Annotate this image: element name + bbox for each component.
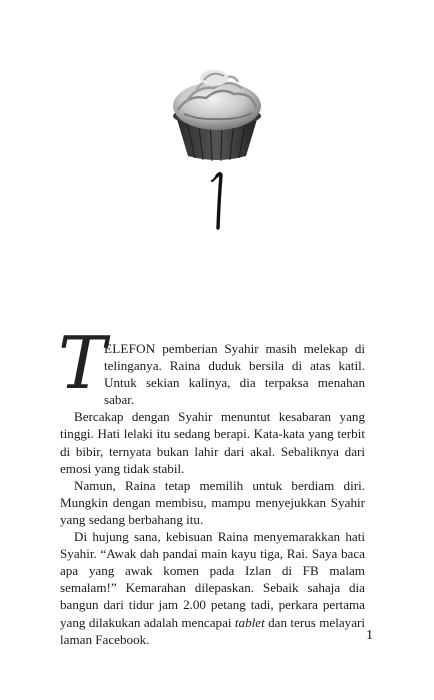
cupcake-illustration [168,64,266,164]
paragraph-1-text: pemberian Syahir masih melekap di telinganya. Raina duduk bersila di atas katil. Untuk sekian kalinya, dia terpaksa menahan sabar. [104,341,365,408]
paragraph-2: Bercakap dengan Syahir menuntut kesabaran yang tinggi. Hati lelaki itu sedang berapi. Kata-kata yang terbit di bibir, ternyata bukan lahir dari akal. Sebaliknya dari emosi yang tidak stabil. [60,409,365,476]
paragraph-3: Namun, Raina tetap memilih untuk berdiam diri. Mungkin dengan membisu, mampu menyejukkan Syahir yang sedang berbahang itu. [60,477,365,527]
drop-cap: T [58,321,107,405]
paragraph-1 [58,321,365,408]
paragraph-4-text: Di hujung sana, kebisuan Raina menyemarakkan hati Syahir. “Awak dah pandai main kayu tiga, Rai. Saya baca apa yang awak komen pada Izlan di FB malam semalam!” Kemarahan dilepaskan. Sebaik sahaja dia bangun dari tidur jam 2.00 petang tadi, perkara pertama yang dilakukan adalah mencapai [60,529,365,630]
paragraph-4-italic: tablet [234,614,265,630]
paragraph-4 [60,528,365,648]
paragraph-4-end: dan terus melayari laman Facebook. [60,614,366,647]
chapter-number-text [197,237,198,238]
page-number: 1 [366,628,373,643]
first-word-rest: ELEFON [104,341,156,356]
chapter-body [58,321,366,648]
chapter-number [197,170,237,232]
chapter-number-glyph [197,170,237,232]
